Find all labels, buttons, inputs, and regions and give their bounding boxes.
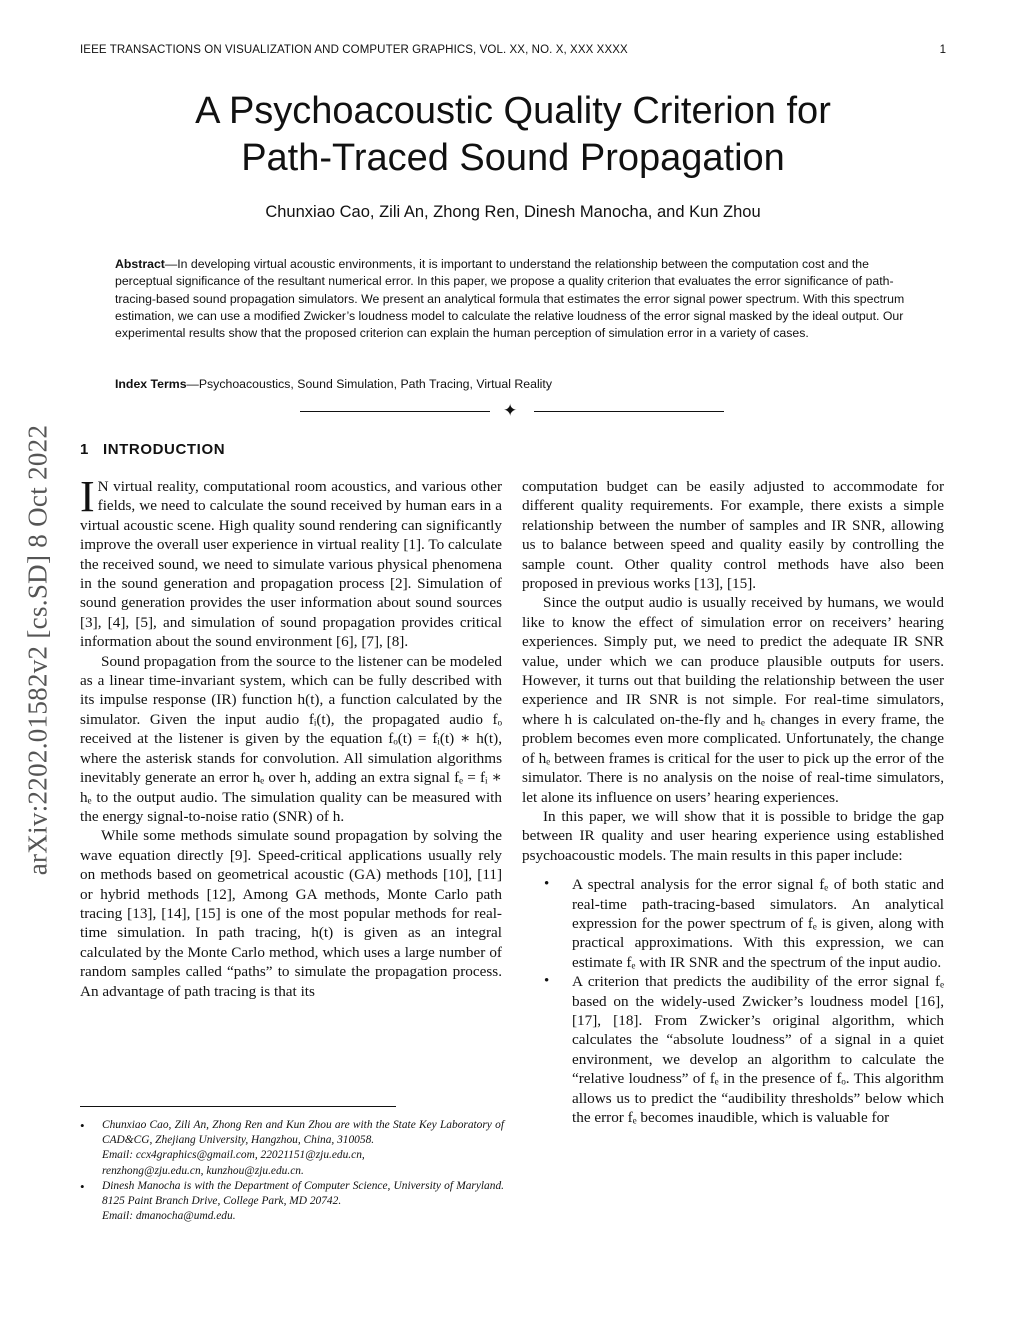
author-list: Chunxiao Cao, Zili An, Zhong Ren, Dinesh Manocha, and Kun Zhou bbox=[265, 203, 761, 221]
arxiv-stamp bbox=[8, 370, 68, 930]
paper-title bbox=[80, 88, 946, 182]
footnote-email: Email: ccx4graphics@gmail.com, 22021151@zju.edu.cn, bbox=[102, 1149, 365, 1162]
footnote-email: renzhong@zju.edu.cn, kunzhou@zju.edu.cn. bbox=[102, 1164, 304, 1177]
section-heading bbox=[80, 441, 225, 458]
divider-line-left bbox=[300, 411, 490, 412]
list-item: • A criterion that predicts the audibility of the error signal fₑ based on the widely-used Zwicker’s loudness model [16], [17], [18]. From Zwicker’s original algorithm, which calculates the “absolute loudness” of a signal in a quiet environment, we develop an algorithm to calculate the “relative loudness” of fₑ in the presence of fₒ. This algorithm allows us to predict the “audibility thresholds” below which the error fₑ becomes inaudible, which is valuable for bbox=[522, 972, 944, 1127]
abstract-text: —In developing virtual acoustic environments, it is important to understand the relationship between the computation cost and the perceptual significance of the resultant numerical error. In this paper, we propose a quality criterion that evaluates the error significance of path-tracing-based sound propagation simulators. We present an analytical formula that estimates the error signal power spectrum. With this spectrum estimation, we can use a modified Zwicker’s loudness model to calculate the relative loudness of the error signal masked by the ideal output. Our experimental results show that the proposed criterion can explain the human perception of simulation error in a variety of cases. bbox=[115, 257, 905, 341]
footnote-rule bbox=[80, 1106, 396, 1107]
index-terms-text: —Psychoacoustics, Sound Simulation, Path Tracing, Virtual Reality bbox=[186, 377, 552, 391]
footnote-affiliation-1 bbox=[80, 1118, 504, 1179]
divider-line-right bbox=[534, 411, 724, 412]
footnote-affiliation-2 bbox=[80, 1179, 504, 1225]
left-column bbox=[80, 472, 502, 1001]
title-line-1: A Psychoacoustic Quality Criterion for bbox=[195, 90, 831, 132]
journal-header: IEEE TRANSACTIONS ON VISUALIZATION AND COMPUTER GRAPHICS, VOL. XX, NO. X, XXX XXXX bbox=[80, 44, 628, 56]
section-number: 1 bbox=[80, 441, 89, 458]
index-terms bbox=[115, 377, 915, 391]
section-divider bbox=[300, 402, 724, 422]
right-column bbox=[522, 477, 944, 1127]
footnote-text: • Dinesh Manocha is with the Department of Computer Science, University of Maryland. 8125 Paint Branch Drive, College Park, MD 20742. bbox=[102, 1179, 504, 1208]
list-item: • A spectral analysis for the error signal fₑ of both static and real-time path-tracing-based simulators. An analytical expression for the power spectrum of fₑ is given, along with practical approximations. With this expression, we can estimate fₑ with IR SNR and the spectrum of the input audio. bbox=[522, 875, 944, 972]
paragraph bbox=[80, 472, 502, 652]
arxiv-stamp-text: arXiv:2202.01582v2 [cs.SD] 8 Oct 2022 bbox=[22, 424, 53, 876]
page-number: 1 bbox=[939, 44, 946, 56]
section-title: INTRODUCTION bbox=[102, 441, 226, 458]
divider-star-icon: ✦ bbox=[503, 401, 518, 421]
index-terms-label: Index Terms bbox=[115, 377, 187, 391]
paragraph: In this paper, we will show that it is possible to bridge the gap between IR quality and user hearing experience using established psychoacoustic models. The main results in this paper include: bbox=[522, 807, 944, 864]
footnote-email: Email: dmanocha@umd.edu. bbox=[102, 1210, 236, 1223]
paragraph: While some methods simulate sound propagation by solving the wave equation directly [9]. Speed-critical applications usually rely on methods based on geometrical acoustic (GA) methods [10], [11] or hybrid methods [12], Among GA methods, Monte Carlo path tracing [13], [14], [15] is one of the most popular methods for real-time simulation. In path tracing, h(t) is given as an integral calculated by the Monte Carlo method, which uses a large number of random samples called “paths” to simulate the propagation process. An advantage of path tracing is that its bbox=[80, 827, 502, 1000]
footnotes bbox=[80, 1118, 504, 1224]
paragraph-text: N virtual reality, computational room acoustics, and various other fields, we need to calculate the sound received by human ears in a virtual acoustic scene. High quality sound rendering can significantly improve the overall user experience in virtual reality [1]. To calculate the received sound, we need to simulate various physical phenomena in the sound generation and propagation process [2]. Simulation of sound generation provides the user information about sound sources [3], [4], [5], and simulation of sound propagation provides critical information about the sound environment [6], [7], [8]. bbox=[80, 478, 502, 651]
paragraph: computation budget can be easily adjusted to accommodate for different quality requirements. For example, there exists a simple relationship between the number of samples and IR SNR, allowing us to balance between speed and quality easily by controlling the sample count. Other quality control methods have also been proposed in previous works [13], [15]. bbox=[522, 478, 944, 593]
footnote-text: • Chunxiao Cao, Zili An, Zhong Ren and Kun Zhou are with the State Key Laboratory of CAD&CG, Zhejiang University, Hangzhou, China, 310058. bbox=[102, 1119, 504, 1147]
paragraph: Since the output audio is usually received by humans, we would like to know the effect of simulation error on receivers’ hearing experiences. Simply put, we need to predict the adequate IR SNR value, under which we can produce plausible outputs for users. However, it turns out that building the relationship between the user experience and IR SNR is not simple. For real-time simulators, where h is calculated on-the-fly and hₑ changes in every frame, the problem becomes even more complicated. Unfortunately, the change of hₑ between frames is critical for the user to pick up the error of the simulator. There is no analysis on the noise of real-time simulators, let alone its influence on users’ hearing experiences. bbox=[522, 594, 944, 806]
title-line-2: Path-Traced Sound Propagation bbox=[241, 137, 785, 179]
abstract bbox=[115, 256, 915, 342]
paragraph: Sound propagation from the source to the listener can be modeled as a linear time-invariant system, which can be fully described with its impulse response (IR) function h(t), a function calculated by the simulator. Given the input audio fᵢ(t), the propagated audio fₒ received at the listener is given by the equation fₒ(t) = fᵢ(t) ∗ h(t), where the asterisk stands for convolution. All simulation algorithms inevitably generate an error hₑ over h, adding an extra signal fₑ = fᵢ ∗ hₑ to the output audio. The simulation quality can be measured with the energy signal-to-noise ratio (SNR) of h. bbox=[80, 652, 502, 825]
contribution-list bbox=[522, 875, 944, 1127]
abstract-label: Abstract bbox=[115, 257, 165, 271]
drop-cap: I bbox=[80, 472, 95, 521]
